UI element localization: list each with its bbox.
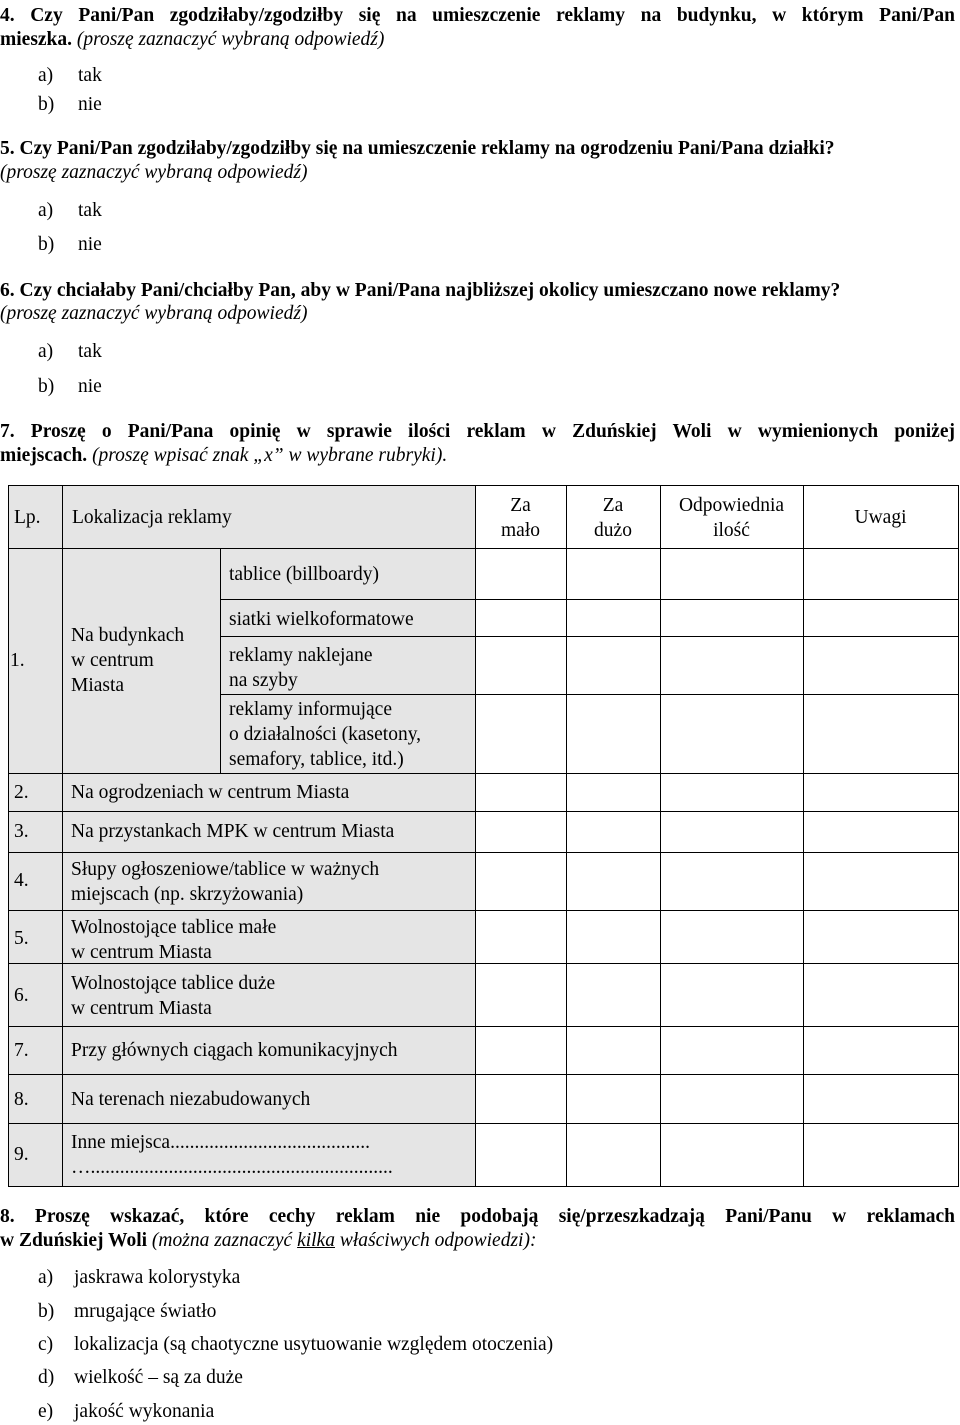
row-7-lp: 7. xyxy=(14,1040,29,1061)
header-location: Lokalizacja reklamy xyxy=(72,507,232,528)
row-8-lp: 8. xyxy=(14,1089,29,1110)
q4-text-cont: mieszka. (proszę zaznaczyć wybraną odpowiedź) xyxy=(0,29,385,50)
q8-option-a[interactable]: a) jaskrawa kolorystyka xyxy=(38,1267,241,1288)
row-1-lp: 1. xyxy=(10,650,25,671)
row-2-label: Na ogrodzeniach w centrum Miasta xyxy=(71,782,350,803)
q6-text-cont: (proszę zaznaczyć wybraną odpowiedź) xyxy=(0,303,308,324)
header-uwagi: Uwagi xyxy=(854,507,907,528)
row-7-label: Przy głównych ciągach komunikacyjnych xyxy=(71,1040,398,1061)
row-3-lp: 3. xyxy=(14,821,29,842)
row-9-label: Inne miejsca......................................... ….............................................................. xyxy=(71,1132,393,1178)
row-1b-label: siatki wielkoformatowe xyxy=(229,609,414,630)
row-6-lp: 6. xyxy=(14,985,29,1006)
row-1-group-label: Na budynkach w centrum Miasta xyxy=(71,625,185,696)
q6-option-a[interactable]: a) tak xyxy=(38,341,102,362)
q4-option-a[interactable]: a) tak xyxy=(38,65,102,86)
header-za-duzo: Za dużo xyxy=(594,495,632,541)
q7-text: 7. Proszę o Pani/Pana opinię w sprawie ilości reklam w Zduńskiej Woli w wymienionych poniżej xyxy=(0,421,955,442)
advertising-quantity-table xyxy=(8,485,959,1187)
q5-option-b[interactable]: b) nie xyxy=(38,234,102,255)
row-5-label: Wolnostojące tablice małe w centrum Miasta xyxy=(71,917,277,963)
row-1a-label: tablice (billboardy) xyxy=(229,564,379,585)
row-9-lp: 9. xyxy=(14,1144,29,1165)
row-8-label: Na terenach niezabudowanych xyxy=(71,1089,311,1110)
row-2-lp: 2. xyxy=(14,782,29,803)
row-4-label: Słupy ogłoszeniowe/tablice w ważnych miejscach (np. skrzyżowania) xyxy=(71,859,380,905)
q8-option-b[interactable]: b) mrugające światło xyxy=(38,1301,217,1322)
header-za-malo: Za mało xyxy=(501,495,540,541)
q7-text-cont: miejscach. (proszę wpisać znak „x” w wybrane rubryki). xyxy=(0,445,448,466)
row-4-lp: 4. xyxy=(14,870,29,891)
row-6-label: Wolnostojące tablice duże w centrum Miasta xyxy=(71,973,276,1019)
q5-text: 5. Czy Pani/Pan zgodziłaby/zgodziłby się na umieszczenie reklamy na ogrodzeniu Pani/Pana działki? xyxy=(0,138,835,159)
q4-option-b[interactable]: b) nie xyxy=(38,94,102,115)
q5-text-cont: (proszę zaznaczyć wybraną odpowiedź) xyxy=(0,162,308,183)
q8-option-e[interactable]: e) jakość wykonania xyxy=(38,1401,215,1422)
row-1c-label: reklamy naklejane na szyby xyxy=(229,645,373,691)
q5-option-a[interactable]: a) tak xyxy=(38,200,102,221)
q8-option-c[interactable]: c) lokalizacja (są chaotyczne usytuowanie względem otoczenia) xyxy=(38,1334,554,1355)
q4-text: 4. Czy Pani/Pan zgodziłaby/zgodziłby się na umieszczenie reklamy na budynku, w którym Pani/Pan xyxy=(0,5,955,26)
row-1d-label: reklamy informujące o działalności (kasetony, semafory, tablice, itd.) xyxy=(229,699,422,770)
header-lp: Lp. xyxy=(14,507,41,528)
q6-text: 6. Czy chciałaby Pani/chciałby Pan, aby w Pani/Pana najbliższej okolicy umieszczano nowe reklamy? xyxy=(0,280,841,301)
q8-text-cont: w Zduńskiej Woli (można zaznaczyć kilka właściwych odpowiedzi): xyxy=(0,1230,537,1251)
row-3-label: Na przystankach MPK w centrum Miasta xyxy=(71,821,395,842)
q8-option-d[interactable]: d) wielkość – są za duże xyxy=(38,1367,243,1388)
q8-text: 8. Proszę wskazać, które cechy reklam nie podobają się/przeszkadzają Pani/Panu w reklamach xyxy=(0,1206,955,1227)
q6-option-b[interactable]: b) nie xyxy=(38,376,102,397)
row-5-lp: 5. xyxy=(14,928,29,949)
header-odpowiednia-ilosc: Odpowiednia ilość xyxy=(678,495,785,541)
